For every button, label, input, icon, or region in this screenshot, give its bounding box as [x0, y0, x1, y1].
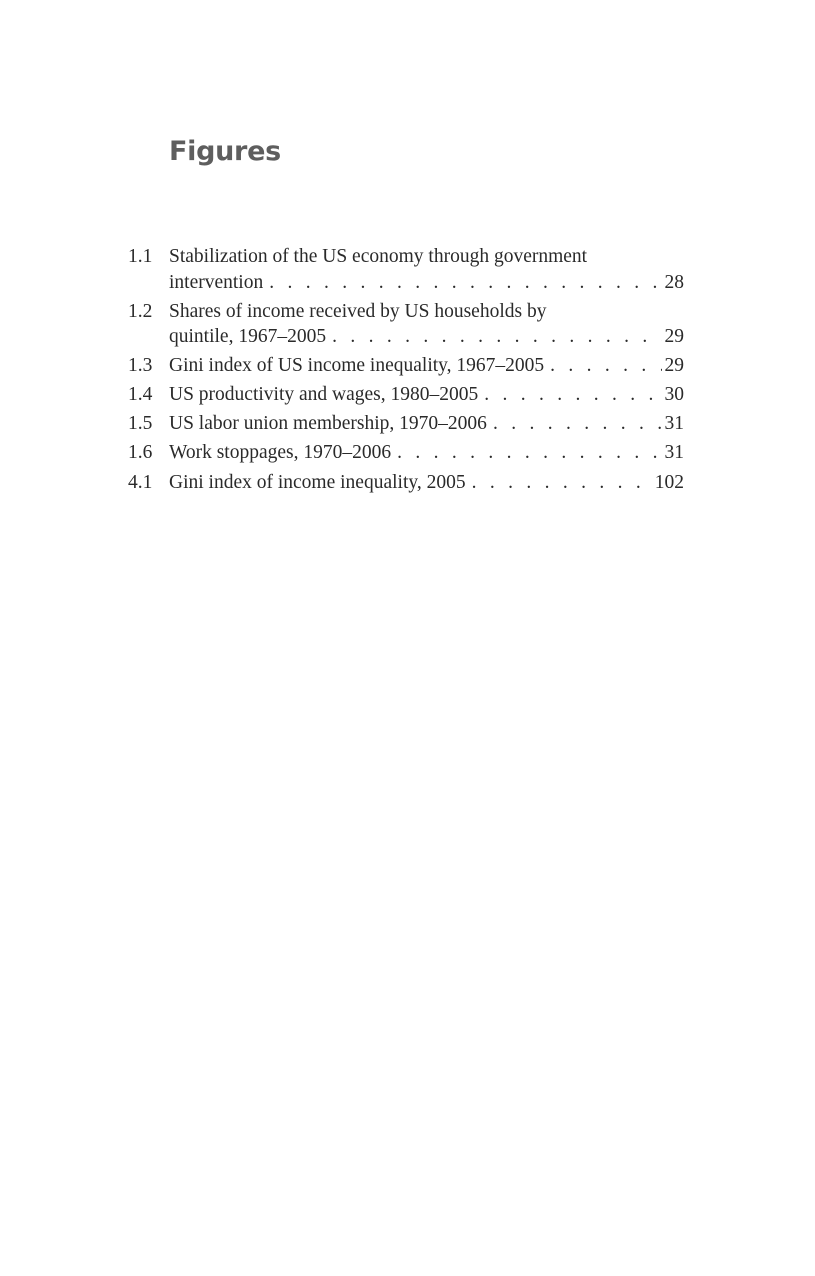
dot-leader [478, 382, 662, 408]
page-number: 31 [664, 442, 684, 464]
figure-title: intervention [169, 271, 264, 293]
figure-title: Stabilization of the US economy through government [169, 246, 588, 267]
figure-title-line [169, 440, 684, 466]
page-title: Figures [169, 136, 281, 167]
dot-leader [391, 440, 662, 466]
figure-entry-1-1[interactable] [128, 244, 684, 295]
figure-entry-body [169, 244, 684, 295]
figure-title: quintile, 1967–2005 [169, 326, 327, 348]
page-number: 31 [664, 413, 684, 435]
page-number: 29 [664, 326, 684, 348]
page-number: 28 [664, 271, 684, 293]
figure-title-line [169, 411, 684, 437]
dot-leader [466, 470, 655, 496]
figure-number: 1.6 [128, 442, 153, 464]
figure-entry-1-5[interactable] [128, 411, 684, 437]
page-number: 30 [664, 384, 684, 406]
figure-number: 1.4 [128, 384, 153, 406]
figure-title-line [169, 470, 684, 496]
figure-entry-body [169, 353, 684, 379]
figure-title-line [169, 324, 684, 350]
figure-number: 1.3 [128, 355, 153, 377]
dot-leader [326, 324, 662, 350]
figure-entry-body [169, 470, 684, 496]
figure-title: Gini index of US income inequality, 1967–2005 [169, 355, 545, 377]
figure-entry-1-3[interactable] [128, 353, 684, 379]
figure-entry-body [169, 299, 684, 350]
page-number: 29 [664, 355, 684, 377]
figure-entry-1-2[interactable] [128, 299, 684, 350]
page-number: 102 [654, 471, 684, 493]
figure-title-line [169, 299, 684, 325]
figure-number: 1.5 [128, 413, 153, 435]
figure-title: US productivity and wages, 1980–2005 [169, 384, 479, 406]
figure-number: 1.1 [128, 246, 153, 267]
list-of-figures [128, 244, 684, 499]
dot-leader [263, 270, 662, 296]
figure-title-line [169, 382, 684, 408]
figure-title: Gini index of income inequality, 2005 [169, 471, 466, 493]
figure-entry-1-6[interactable] [128, 440, 684, 466]
figure-entry-4-1[interactable] [128, 470, 684, 496]
figure-title-line [169, 353, 684, 379]
figure-entry-body [169, 411, 684, 437]
figure-entry-body [169, 382, 684, 408]
figure-number: 4.1 [128, 471, 153, 493]
figure-title: Work stoppages, 1970–2006 [169, 442, 392, 464]
figure-number: 1.2 [128, 300, 153, 322]
dot-leader [544, 353, 662, 379]
figure-title-line [169, 244, 684, 270]
figure-title: US labor union membership, 1970–2006 [169, 413, 487, 435]
figure-title: Shares of income received by US households by [169, 300, 547, 322]
dot-leader [487, 411, 662, 437]
figure-entry-body [169, 440, 684, 466]
figure-entry-1-4[interactable] [128, 382, 684, 408]
figure-title-line [169, 270, 684, 296]
